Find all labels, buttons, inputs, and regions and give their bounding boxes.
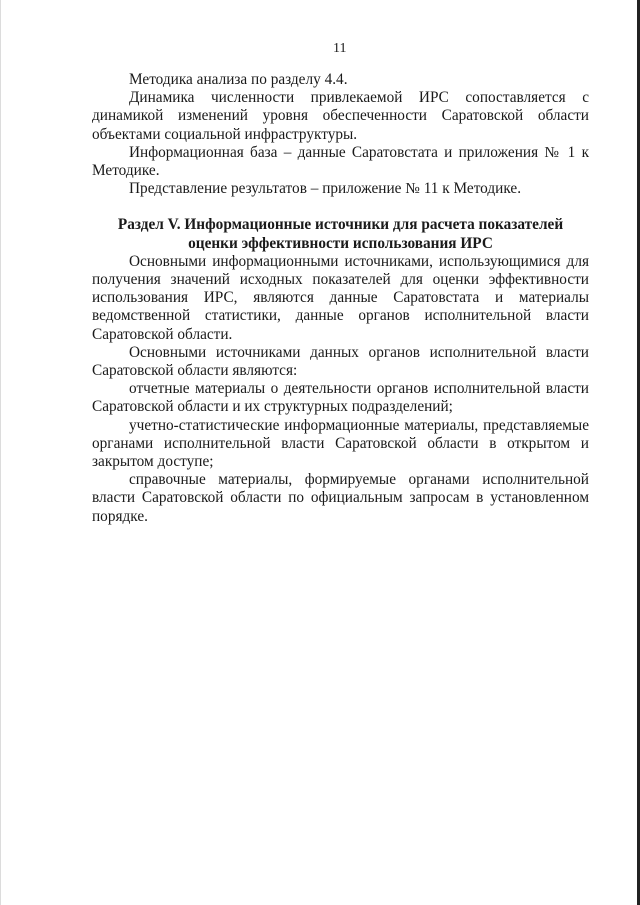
list-item-reference: справочные материалы, формируемые органами исполнительной власти Саратовской области по официальным запросам в установленном порядке. xyxy=(92,471,589,525)
section-heading: Раздел V. Информационные источники для расчета показателей оценки эффективности использования ИРС xyxy=(117,216,564,252)
page-number: 11 xyxy=(333,41,347,56)
paragraph-method: Методика анализа по разделу 4.4. xyxy=(129,71,348,88)
paragraph-info-base: Информационная база – данные Саратовстата и приложения № 1 к Методике. xyxy=(92,143,589,180)
paragraph-main-sources: Основными информационными источниками, использующимися для получения значений исходных показателей для оценки эффективности использования ИРС, являются данные Саратовстата и материалы ведомственной статистики, данные органов исполнительной власти Саратовской области. xyxy=(92,252,589,343)
paragraph-authority-sources: Основными источниками данных органов исполнительной власти Саратовской области являются: xyxy=(92,343,589,380)
list-item-statistics: учетно-статистические информационные материалы, представляемые органами исполнительной власти Саратовской области в открытом и закрытом доступе; xyxy=(92,416,589,471)
paragraph-dynamics: Динамика численности привлекаемой ИРС сопоставляется с динамикой изменений уровня обеспеченности Саратовской области объектами социальной инфраструктуры. xyxy=(92,89,589,143)
list-item-reports: отчетные материалы о деятельности органов исполнительной власти Саратовской области и их структурных подразделений; xyxy=(92,380,589,416)
scan-left-edge xyxy=(0,0,1,905)
document-body xyxy=(92,71,589,526)
paragraph-results: Представление результатов – приложение № 11 к Методике. xyxy=(129,180,522,198)
